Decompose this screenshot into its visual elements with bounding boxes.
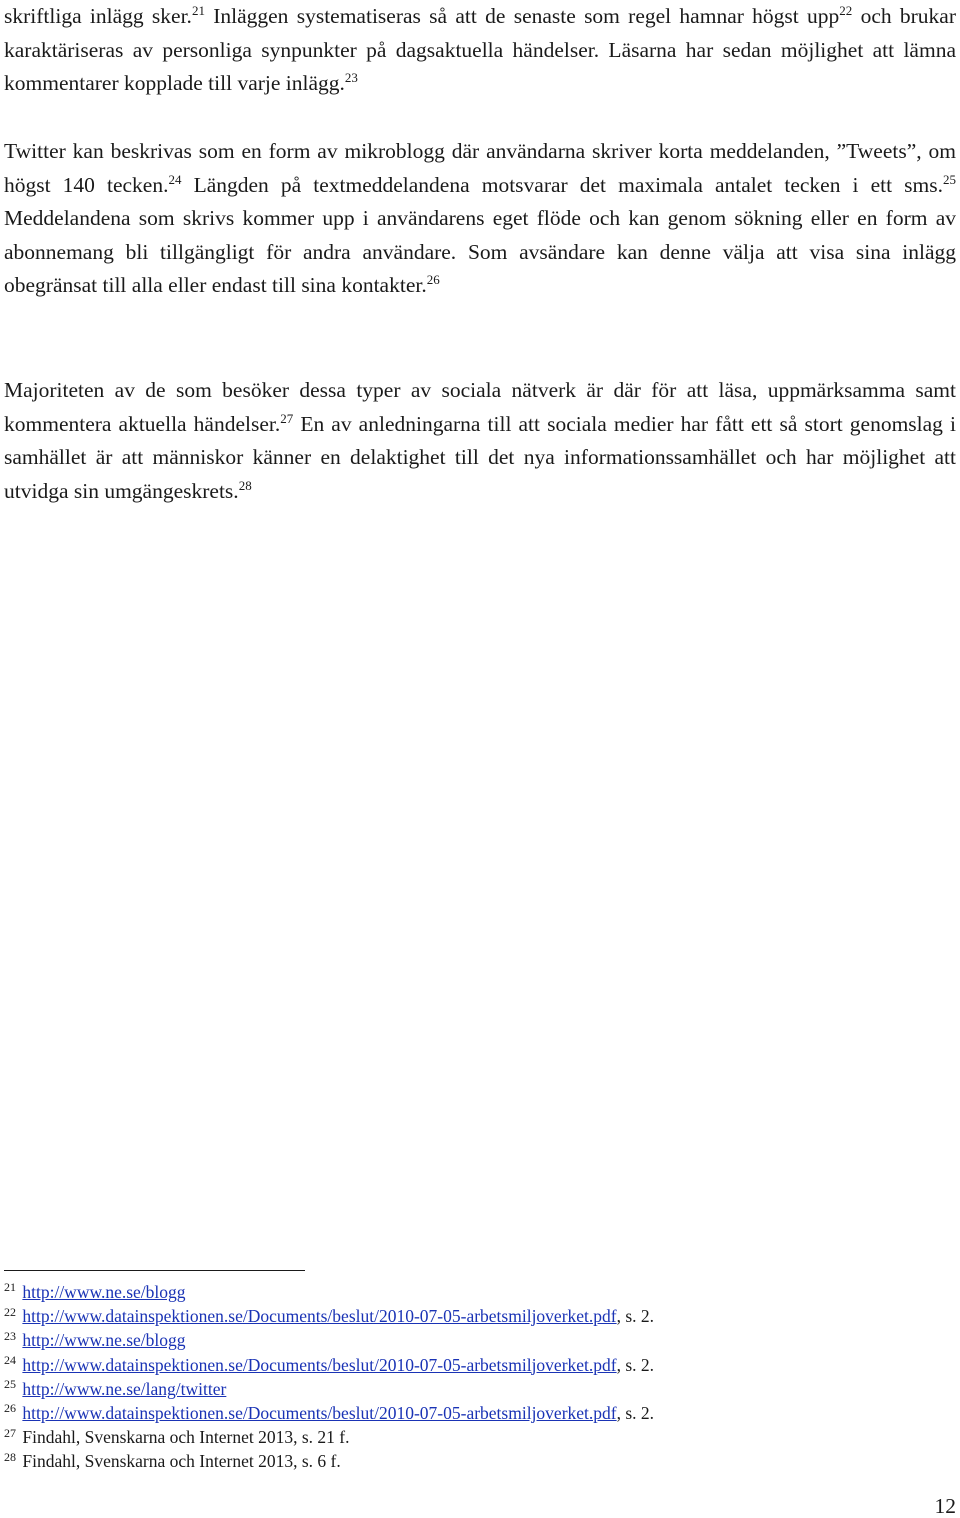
footnote-link[interactable]: http://www.datainspektionen.se/Documents/beslut/2010-07-05-arbetsmiljoverket.pdf (22, 1354, 617, 1375)
footnote-link[interactable]: http://www.ne.se/blogg (22, 1282, 186, 1302)
footnote-number: 23 (4, 1328, 16, 1343)
footnote-26 (4, 1401, 904, 1425)
paragraph-text: Majoriteten av de som besöker dessa typer av sociala nätverk är där för att läsa, uppmärksamma samt kommentera aktuella händelser. (4, 378, 956, 436)
footnote-24 (4, 1353, 904, 1377)
footnote-text: Findahl, Svenskarna och Internet 2013, s. 6 f. (22, 1451, 341, 1472)
footnote-number: 25 (4, 1377, 16, 1392)
paragraph-text: En av anledningarna till att sociala medier har fått ett så stort genomslag i samhället är att människor känner en delaktighet till det nya informationssamhället och har möjlighet att utvidga sin umgängeskrets. (4, 411, 956, 503)
footnote-number: 21 (4, 1280, 16, 1295)
footnote-text: , s. 2. (616, 1403, 655, 1424)
footnote-link[interactable]: http://www.datainspektionen.se/Documents/beslut/2010-07-05-arbetsmiljoverket.pdf (22, 1403, 617, 1424)
page-number: 12 (934, 1494, 956, 1518)
footnote-25 (4, 1377, 904, 1401)
footnote-number: 27 (4, 1425, 16, 1440)
footnote-link[interactable]: http://www.ne.se/blogg (22, 1330, 186, 1351)
footnote-link[interactable]: http://www.ne.se/lang/twitter (22, 1378, 227, 1399)
footnote-text: , s. 2. (616, 1354, 655, 1375)
paragraph-text: och brukar karaktäriseras av personliga synpunkter på dagsaktuella händelser. Läsarna har sedan möjlighet att lämna kommentarer kopplade till varje inlägg. (4, 4, 957, 96)
paragraph-text: Meddelandena som skrivs kommer upp i användarens eget flöde och kan genom sökning eller en form av abonnemang bli tillgängligt för andra användare. Som avsändare kan denne välja att visa sina inlägg obegränsat till alla eller endast till sina kontakter. (4, 206, 956, 298)
paragraph-text: Twitter kan beskrivas som en form av mikroblogg där användarna skriver korta meddelanden, ”Tweets”, om högst 140 tecken. (4, 139, 956, 197)
footnote-text: , s. 2. (616, 1306, 655, 1327)
footnote-link[interactable]: http://www.datainspektionen.se/Documents/beslut/2010-07-05-arbetsmiljoverket.pdf (22, 1306, 617, 1327)
footnote-reference-23: 23 (344, 70, 358, 86)
footnote-27 (4, 1425, 904, 1449)
footnote-reference-25: 25 (942, 171, 956, 187)
footnote-reference-21: 21 (191, 3, 205, 19)
paragraph-text: Längden på textmeddelandena motsvarar det maximala antalet tecken i ett sms. (181, 172, 943, 197)
body-paragraph-2 (4, 135, 956, 303)
footnote-reference-22: 22 (839, 3, 853, 19)
footnote-number: 22 (4, 1304, 16, 1319)
footnote-22 (4, 1304, 904, 1328)
footnote-reference-27: 27 (280, 410, 294, 426)
paragraph-text: Inläggen systematiseras så att de senaste som regel hamnar högst upp (204, 4, 840, 28)
footnote-separator (4, 1270, 305, 1271)
footnote-number: 24 (4, 1353, 16, 1368)
footnote-28 (4, 1449, 904, 1473)
body-paragraph-1 (4, 0, 956, 101)
footnote-reference-28: 28 (238, 477, 252, 493)
footnote-23 (4, 1328, 904, 1352)
footnote-reference-24: 24 (168, 171, 182, 187)
footnote-number: 26 (4, 1401, 16, 1416)
footnote-text: Findahl, Svenskarna och Internet 2013, s. 21 f. (22, 1427, 350, 1448)
footnote-reference-26: 26 (426, 272, 440, 288)
paragraph-text: skriftliga inlägg sker. (4, 4, 192, 28)
footnote-21 (4, 1280, 904, 1304)
footnote-number: 28 (4, 1449, 16, 1464)
body-paragraph-3 (4, 374, 956, 508)
footnotes-list (4, 1280, 904, 1474)
